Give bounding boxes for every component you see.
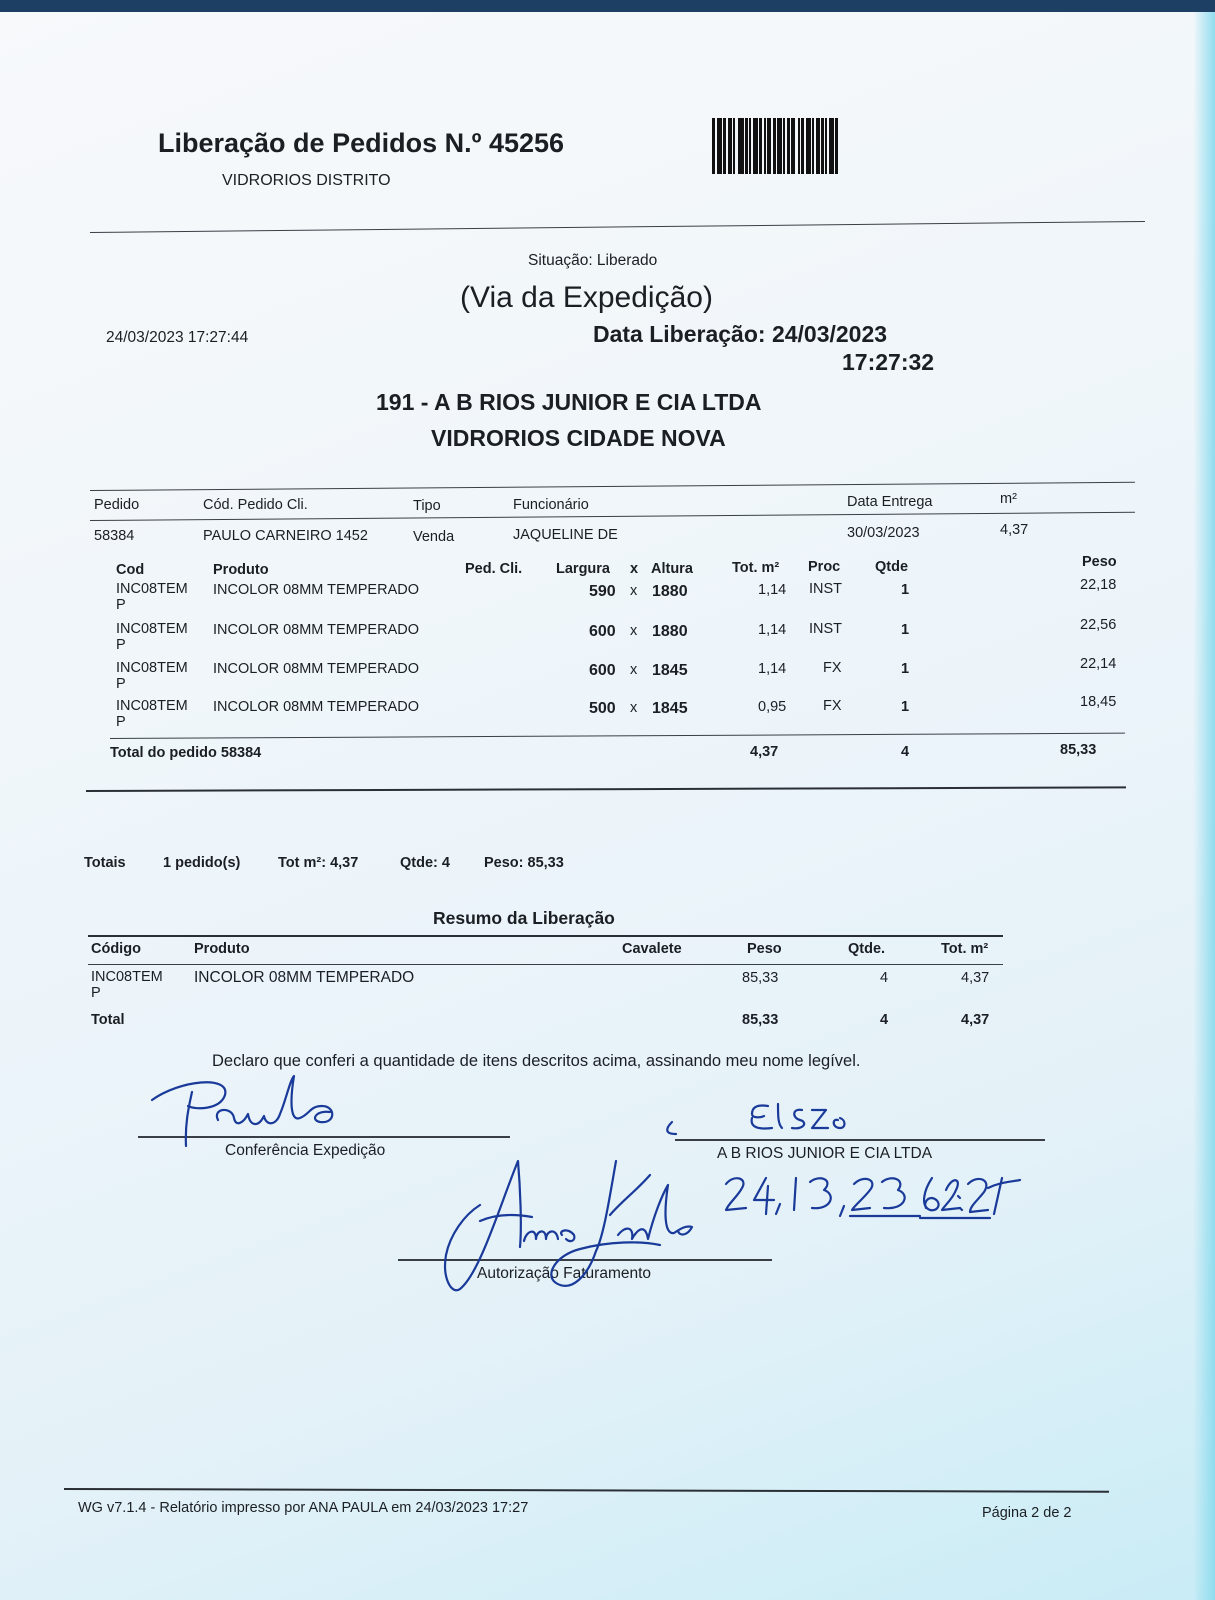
col-cod: Cod — [116, 562, 145, 578]
barcode — [712, 118, 898, 174]
resumo-top-line — [88, 935, 1003, 937]
resumo-total-peso: 85,33 — [742, 1012, 779, 1028]
totals-qtde: Qtde: 4 — [400, 855, 450, 871]
order-funcionario: JAQUELINE DE — [513, 527, 618, 543]
item-tot-m2: 0,95 — [758, 699, 787, 715]
order-total-label: Total do pedido 58384 — [110, 745, 262, 761]
col-produto: Produto — [213, 562, 269, 578]
resumo-col-cavalete: Cavalete — [622, 941, 682, 957]
totals-peso: Peso: 85,33 — [484, 855, 564, 871]
item-altura: 1880 — [652, 583, 688, 600]
item-cod: INC08TEM — [116, 581, 188, 597]
data-liberacao-time: 17:27:32 — [842, 349, 935, 375]
order-tipo: Venda — [413, 529, 455, 545]
item-altura: 1845 — [652, 700, 688, 717]
col-pedido: Pedido — [94, 497, 140, 513]
item-largura: 500 — [589, 700, 616, 717]
footer-page-number: Página 2 de 2 — [982, 1505, 1072, 1521]
col-cod-pedido-cli: Cód. Pedido Cli. — [203, 497, 308, 513]
resumo-row-codigo-line1: INC08TEM — [91, 969, 163, 985]
col-tipo: Tipo — [413, 498, 441, 514]
item-x: x — [630, 583, 638, 599]
item-proc: INST — [809, 621, 843, 637]
resumo-col-qtde: Qtde. — [848, 941, 886, 957]
signature-datetime-handwriting — [720, 1170, 1030, 1230]
situacao-label: Situação: Liberado — [528, 252, 658, 269]
resumo-total-qtde: 4 — [880, 1012, 889, 1028]
signature-autorizacao-handwriting — [440, 1155, 710, 1305]
resumo-col-produto: Produto — [194, 941, 250, 957]
item-cod: INC08TEM — [116, 660, 188, 676]
item-peso: 22,18 — [1080, 577, 1117, 593]
item-cod: INC08TEM — [116, 698, 188, 714]
totals-pedidos: 1 pedido(s) — [163, 855, 241, 871]
totals-label: Totais — [84, 855, 126, 871]
item-produto: INCOLOR 08MM TEMPERADO — [213, 622, 419, 638]
declaration-text: Declaro que conferi a quantidade de itens descritos acima, assinando meu nome legível. — [212, 1052, 861, 1070]
item-x: x — [630, 623, 638, 639]
signature-label-autorizacao: Autorização Faturamento — [477, 1265, 652, 1282]
order-total-m2: 4,37 — [750, 744, 779, 760]
resumo-header-line — [88, 964, 1003, 965]
resumo-row-peso: 85,33 — [742, 970, 779, 986]
item-tot-m2: 1,14 — [758, 622, 787, 638]
item-altura: 1845 — [652, 662, 688, 679]
order-cod-pedido-cli: PAULO CARNEIRO 1452 — [203, 528, 368, 544]
resumo-row-produto: INCOLOR 08MM TEMPERADO — [194, 969, 415, 986]
resumo-col-peso: Peso — [747, 941, 782, 957]
item-tot-m2: 1,14 — [758, 661, 787, 677]
col-m2: m² — [1000, 491, 1017, 507]
item-qtde: 1 — [901, 582, 910, 598]
order-total-qtde: 4 — [901, 744, 910, 760]
resumo-total-tot-m2: 4,37 — [961, 1012, 990, 1028]
item-cod-continuation: P — [116, 637, 126, 653]
resumo-row-tot-m2: 4,37 — [961, 970, 990, 986]
totals-m2: Tot m²: 4,37 — [278, 855, 359, 871]
item-qtde: 1 — [901, 622, 910, 638]
col-proc: Proc — [808, 559, 841, 575]
col-data-entrega: Data Entrega — [847, 494, 933, 510]
resumo-col-tot-m2: Tot. m² — [941, 941, 989, 957]
item-tot-m2: 1,14 — [758, 582, 787, 598]
item-qtde: 1 — [901, 661, 910, 677]
item-cod-continuation: P — [116, 597, 126, 613]
col-funcionario: Funcionário — [513, 497, 589, 513]
item-largura: 600 — [589, 662, 616, 679]
col-altura: Altura — [651, 561, 693, 577]
signature-conferencia-handwriting — [140, 1070, 430, 1150]
col-qtde: Qtde — [875, 559, 909, 575]
col-x: x — [630, 561, 639, 577]
item-cod-continuation: P — [116, 714, 126, 730]
company-name: VIDRORIOS DISTRITO — [222, 172, 391, 189]
resumo-total-label: Total — [91, 1012, 125, 1028]
item-x: x — [630, 700, 638, 716]
order-m2: 4,37 — [1000, 522, 1029, 538]
item-largura: 590 — [589, 583, 616, 600]
via-label: (Via da Expedição) — [460, 281, 713, 314]
paper-edge — [1193, 12, 1215, 1600]
item-proc: FX — [823, 698, 842, 714]
resumo-col-codigo: Código — [91, 941, 141, 957]
col-peso: Peso — [1082, 554, 1117, 570]
print-datetime: 24/03/2023 17:27:44 — [106, 329, 249, 346]
client-name: 191 - A B RIOS JUNIOR E CIA LTDA — [376, 389, 762, 415]
item-peso: 22,14 — [1080, 656, 1117, 672]
item-x: x — [630, 662, 638, 678]
item-cod: INC08TEM — [116, 621, 188, 637]
data-liberacao: Data Liberação: 24/03/2023 — [593, 321, 888, 347]
document-page — [0, 12, 1215, 1600]
order-data-entrega: 30/03/2023 — [847, 525, 920, 541]
item-produto: INCOLOR 08MM TEMPERADO — [213, 699, 419, 715]
item-produto: INCOLOR 08MM TEMPERADO — [213, 661, 419, 677]
item-peso: 22,56 — [1080, 617, 1117, 633]
item-altura: 1880 — [652, 623, 688, 640]
signature-label-cliente: A B RIOS JUNIOR E CIA LTDA — [717, 1145, 933, 1162]
barcode-bar — [835, 118, 838, 174]
item-produto: INCOLOR 08MM TEMPERADO — [213, 582, 419, 598]
item-proc: INST — [809, 581, 843, 597]
col-largura: Largura — [556, 561, 610, 577]
item-largura: 600 — [589, 623, 616, 640]
item-qtde: 1 — [901, 699, 910, 715]
signature-cliente-handwriting — [660, 1098, 890, 1142]
order-total-peso: 85,33 — [1060, 742, 1097, 758]
item-cod-continuation: P — [116, 676, 126, 692]
order-pedido: 58384 — [94, 528, 135, 544]
resumo-title: Resumo da Liberação — [433, 908, 615, 928]
col-ped-cli: Ped. Cli. — [465, 561, 523, 577]
document-title: Liberação de Pedidos N.º 45256 — [158, 128, 565, 158]
footer-left: WG v7.1.4 - Relatório impresso por ANA PAULA em 24/03/2023 17:27 — [78, 1500, 529, 1516]
item-peso: 18,45 — [1080, 694, 1117, 710]
signature-label-conferencia: Conferência Expedição — [225, 1142, 386, 1159]
resumo-row-codigo-line2: P — [91, 985, 101, 1001]
resumo-row-qtde: 4 — [880, 970, 889, 986]
resumo-row-codigo — [91, 969, 163, 1001]
col-tot-m2: Tot. m² — [732, 560, 780, 576]
item-proc: FX — [823, 660, 842, 676]
client-store: VIDRORIOS CIDADE NOVA — [431, 425, 726, 451]
